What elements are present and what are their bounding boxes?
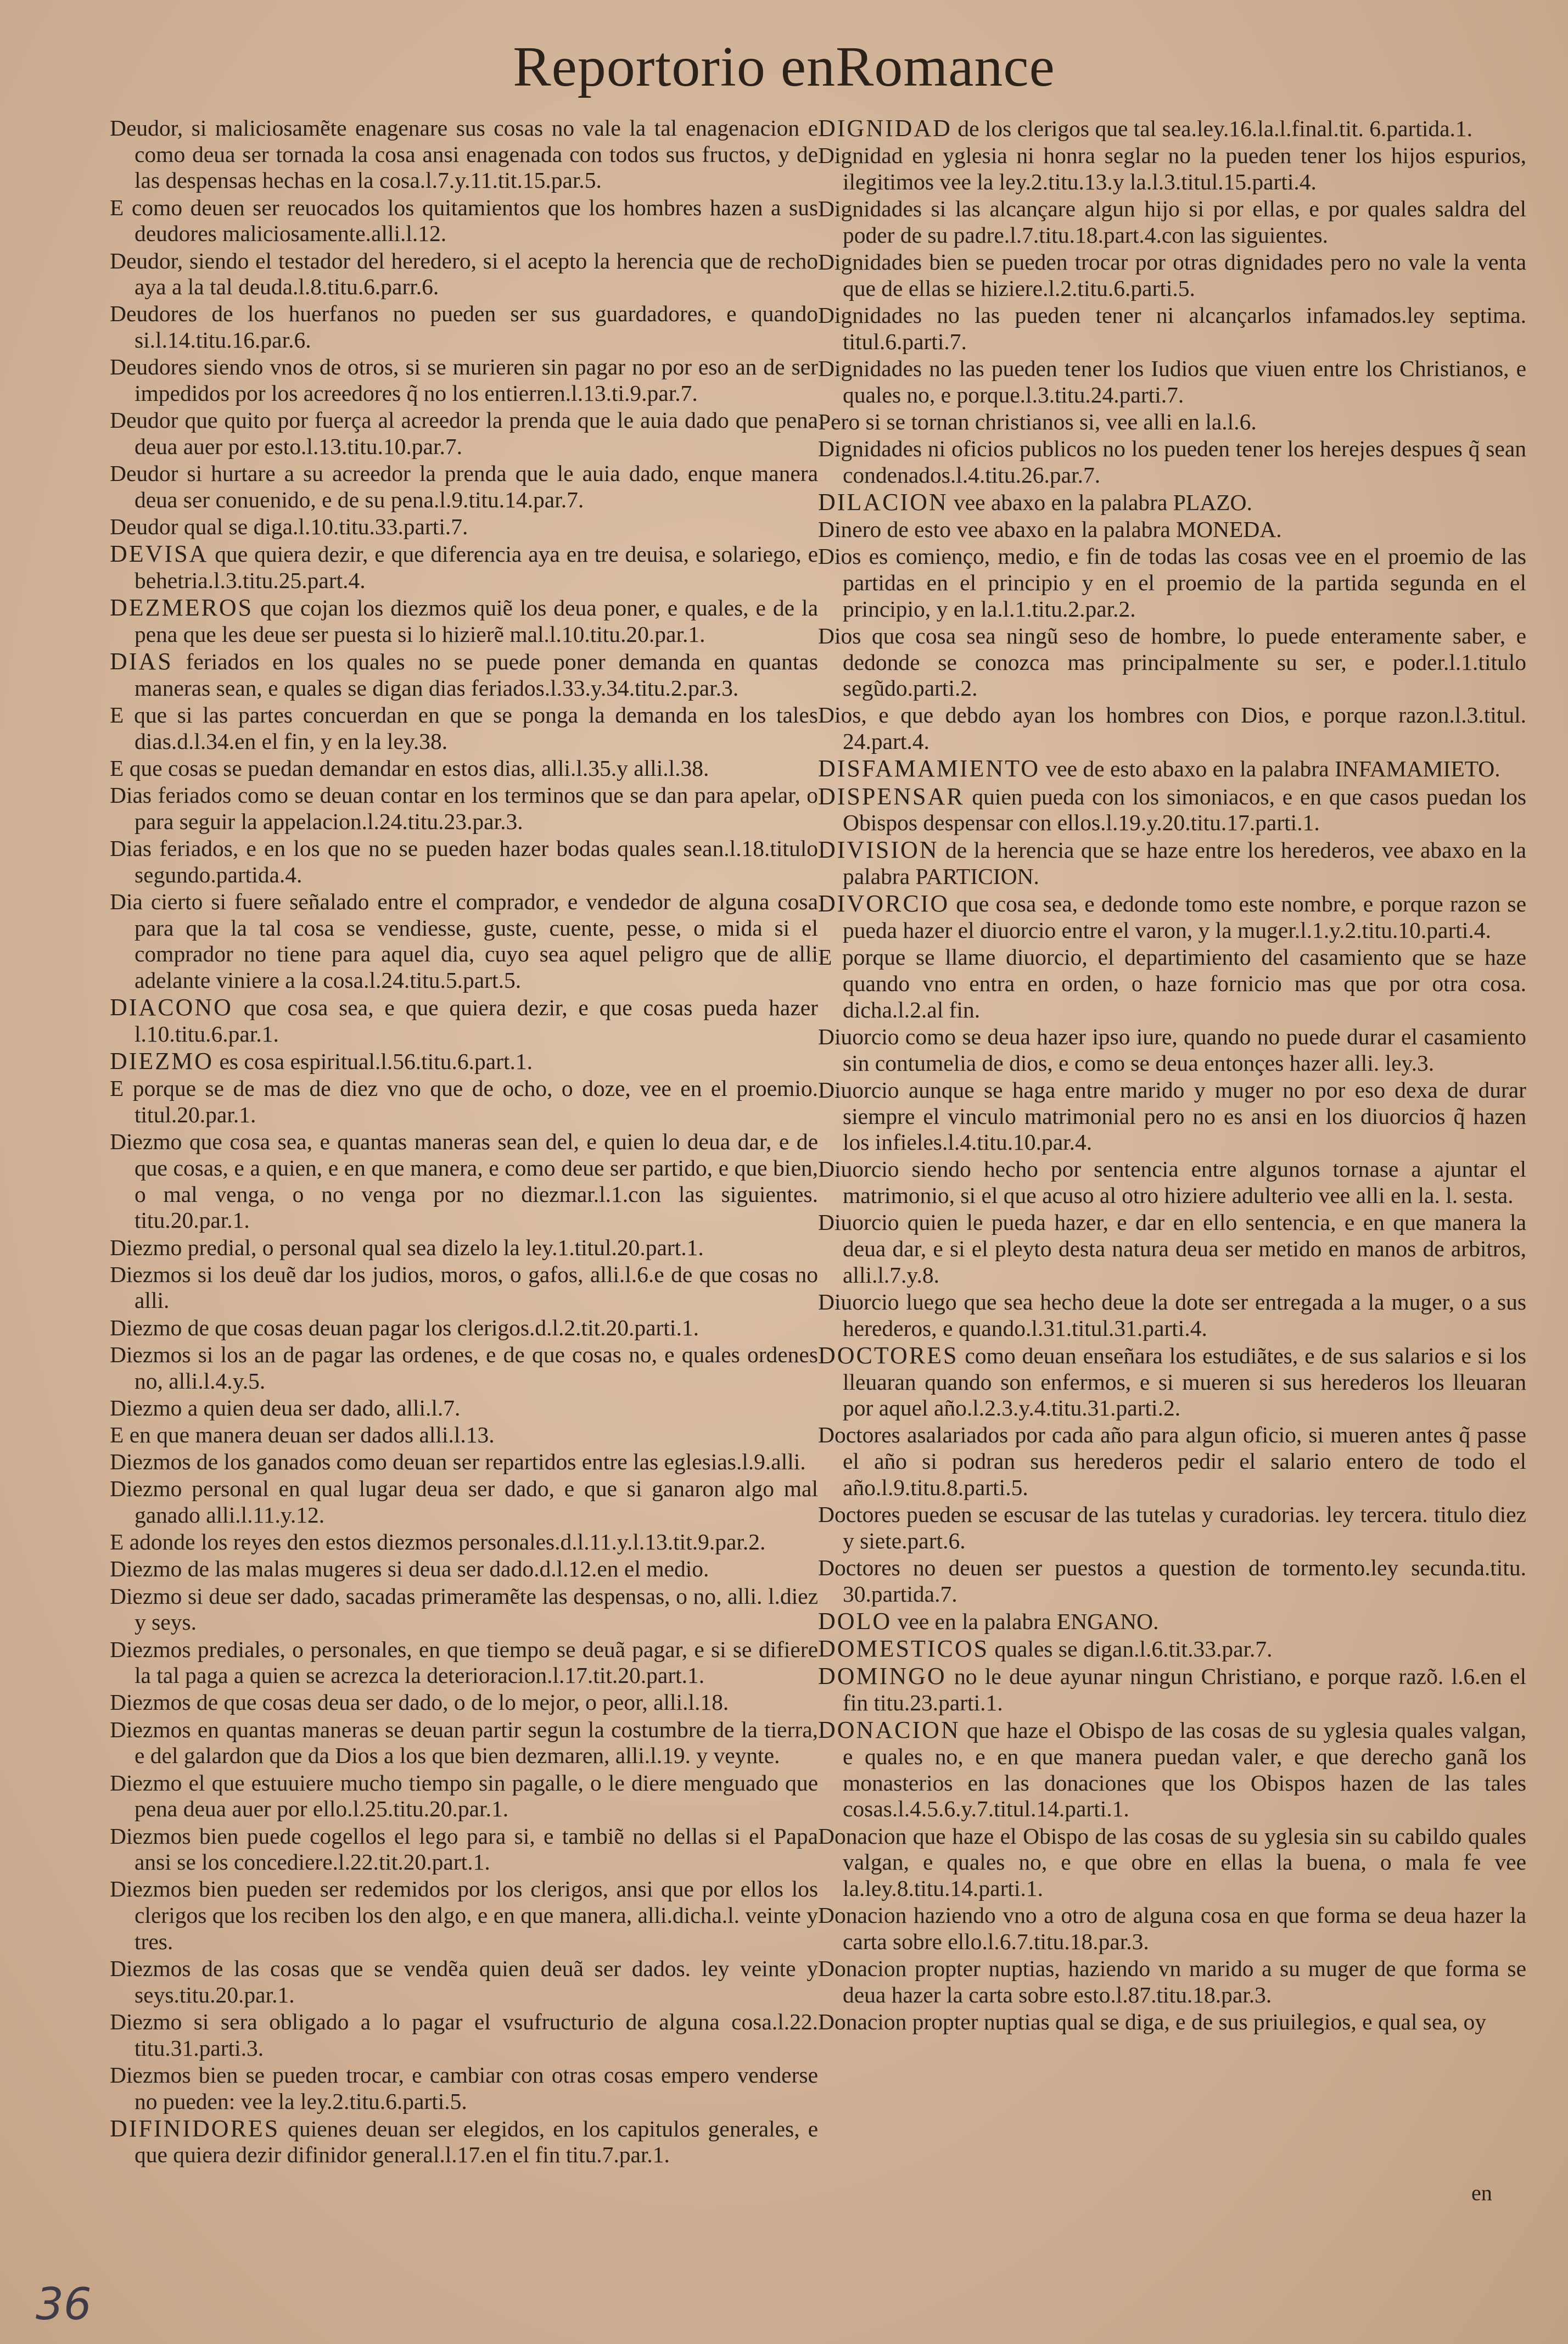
entry-text: Diuorcio como se deua hazer ipso iure, quando no puede durar el casamiento sin contumelia de dios, e como se deua entonçes hazer alli. ley.3. (818, 1023, 1526, 1076)
index-entry (818, 196, 1526, 248)
index-entry (818, 1636, 1526, 1663)
entry-text: E porque se de mas de diez vno que de ocho, o doze, vee en el proemio. titul.20.par.1. (110, 1076, 818, 1128)
entry-text: Deudor, si maliciosamẽte enagenare sus cosas no vale la tal enagenacion e como deua ser tornada la cosa ansi enagenada con todos sus fructos, y de las despensas hechas en la cosa.l.7.y.11.tit.15.par.5. (110, 115, 818, 193)
index-entry (818, 409, 1526, 435)
index-entry (818, 1077, 1526, 1156)
entry-text: Donacion propter nuptias, haziendo vn marido a su muger de que forma se deua hazer la carta sobre esto.l.87.titu.18.par.3. (818, 1956, 1526, 2007)
entry-text: que quiera dezir, e que diferencia aya en tre deuisa, e solariego, e behetria.l.3.titu.25.part.4. (135, 541, 818, 593)
entry-text: Diuorcio aunque se haga entre marido y muger no por eso dexa de durar siempre el vinculo matrimonial pero no es ansi en los diuorcios q̃ hazen los infieles.l.4.titu.10.par.4. (818, 1077, 1526, 1155)
index-entry (110, 541, 818, 594)
left-column (110, 115, 818, 2169)
entry-text: de los clerigos que tal sea.ley.16.la.l.final.tit. 6.partida.1. (951, 116, 1473, 141)
entry-text: Doctores pueden se escusar de las tutelas y curadorias. ley tercera. titulo diez y siete.part.6. (818, 1502, 1526, 1553)
index-entry (818, 623, 1526, 702)
entry-text: Dias feriados, e en los que no se pueden hazer bodas quales sean.l.18.titulo segundo.partida.4. (110, 835, 818, 887)
entry-text: Donacion propter nuptias qual se diga, e de sus priuilegios, e qual sea, oy (818, 2009, 1487, 2034)
entry-text: que cosa sea, e dedonde tomo este nombre, e porque razon se pueda hazer el diuorcio entre el varon, y la muger.l.1.y.2.titu.10.parti.4. (843, 891, 1526, 943)
entry-keyword: DOMESTICOS (818, 1635, 989, 1663)
index-entry (818, 944, 1526, 1023)
entry-text: Donacion haziendo vno a otro de alguna cosa en que forma se deua hazer la carta sobre ello.l.6.7.titu.18.par.3. (818, 1903, 1526, 1954)
entry-keyword: DIVISION (818, 836, 939, 864)
index-entry (110, 2116, 818, 2168)
index-entry (818, 356, 1526, 408)
page-title: Reportorio enRomance (513, 35, 1055, 98)
index-entry (110, 1770, 818, 1822)
entry-text: que haze el Obispo de las cosas de su yglesia quales valgan, e quales no, e en que manera puedan valer, e que derecho ganã los monasterios en las donaciones que los Obispos hazen de las tales cosas.l.4.5.6.y.7.titul.14.parti.1. (843, 1718, 1526, 1822)
entry-keyword: DIFINIDORES (110, 2114, 280, 2142)
entry-text: Dignidades si las alcançare algun hijo si por ellas, e por quales saldra del poder de su padre.l.7.titu.18.part.4.con las siguientes. (818, 196, 1526, 248)
entry-text: Dios, e que debdo ayan los hombres con Dios, e porque razon.l.3.titul. 24.part.4. (818, 702, 1526, 754)
entry-keyword: DONACION (818, 1716, 960, 1744)
index-entry (110, 756, 818, 782)
entry-text: Dignidad en yglesia ni honra seglar no la pueden tener los hijos espurios, ilegitimos vee la ley.2.titu.13.y la.l.3.titul.15.parti.4. (818, 143, 1526, 194)
entry-text: vee abaxo en la palabra PLAZO. (948, 489, 1252, 515)
entry-text: que cojan los diezmos quiẽ los deua poner, e quales, e de la pena que les deue ser puesta si lo hizierẽ mal.l.10.titu.20.par.1. (135, 595, 818, 647)
entry-text: Diezmo que cosa sea, e quantas maneras sean del, e quien lo deua dar, e de que cosas, e a quien, e en que manera, e como deue ser partido, e que bien, o mal venga, o no venga por no diezmar.l.1.con las siguientes. titu.20.par.1. (110, 1129, 818, 1233)
entry-text: Diezmos prediales, o personales, en que tiempo se deuã pagar, e si se difiere la tal paga a quien se acrezca la deterioracion.l.17.tit.20.part.1. (110, 1636, 818, 1688)
entry-text: quien pueda con los simoniacos, e en que casos puedan los Obispos despensar con ellos.l.19.y.20.titu.17.parti.1. (843, 784, 1526, 836)
index-entry (818, 756, 1526, 782)
entry-text: Dias feriados como se deuan contar en los terminos que se dan para apelar, o para seguir la appelacion.l.24.titu.23.par.3. (110, 782, 818, 834)
entry-keyword: DOCTORES (818, 1341, 959, 1369)
index-entry (818, 544, 1526, 622)
index-entry (110, 889, 818, 994)
index-entry (110, 1076, 818, 1128)
entry-text: Diuorcio luego que sea hecho deue la dote ser entregada a la muger, o a sus herederos, e quando.l.31.titul.31.parti.4. (818, 1289, 1526, 1341)
entry-text: Dios es comienço, medio, e fin de todas las cosas vee en el proemio de las partidas en el principio y en el proemio de la partida segunda en el principio, y en la.l.1.titu.2.par.2. (818, 544, 1526, 622)
entry-text: Diezmo si sera obligado a lo pagar el vsufructurio de alguna cosa.l.22. titu.31.parti.3. (110, 2009, 818, 2061)
index-entry (110, 648, 818, 701)
entry-keyword: DIVORCIO (818, 890, 950, 918)
index-entry (110, 1637, 818, 1689)
index-entry (110, 195, 818, 247)
entry-text: Diezmo de que cosas deuan pagar los clerigos.d.l.2.tit.20.parti.1. (110, 1314, 699, 1340)
entry-text: Deudor si hurtare a su acreedor la prenda que le auia dado, enque manera deua ser conuenido, e de su pena.l.9.titu.14.par.7. (110, 461, 818, 512)
entry-text: quienes deuan ser elegidos, en los capitulos generales, e que quiera dezir difinidor general.l.17.en el fin titu.7.par.1. (135, 2116, 818, 2168)
entry-text: Deudor que quito por fuerça al acreedor la prenda que le auia dado que pena deua auer por esto.l.13.titu.10.par.7. (110, 407, 818, 459)
index-entry (110, 1422, 818, 1448)
entry-keyword: DIAS (110, 648, 173, 675)
index-entry (818, 1024, 1526, 1076)
index-entry (110, 1876, 818, 1955)
index-entry (110, 782, 818, 835)
index-entry (818, 1289, 1526, 1341)
entry-text: Diezmos en quantas maneras se deuan partir segun la costumbre de la tierra, e del galardon que da Dios a los que bien dezmaren, alli.l.19. y veynte. (110, 1716, 818, 1769)
right-column (818, 115, 1526, 2036)
entry-text: Diezmos de las cosas que se vendẽa quien deuã ser dados. ley veinte y seys.titu.20.par.1. (110, 1956, 818, 2007)
entry-text: vee de esto abaxo en la palabra INFAMAMIETO. (1040, 756, 1500, 782)
index-entry (110, 836, 818, 888)
index-entry (110, 1956, 818, 2008)
entry-text: E que cosas se puedan demandar en estos dias, alli.l.35.y alli.l.38. (110, 755, 709, 781)
index-entry (110, 2062, 818, 2114)
index-entry (110, 2009, 818, 2061)
entry-text: Diezmo personal en qual lugar deua ser dado, e que si ganaron algo mal ganado alli.l.11.y.12. (110, 1476, 818, 1528)
entry-keyword: DOMINGO (818, 1663, 947, 1690)
entry-text: quales se digan.l.6.tit.33.par.7. (989, 1636, 1273, 1662)
entry-text: Dignidades no las pueden tener los Iudios que viuen entre los Christianos, e quales no, e porque.l.3.titu.24.parti.7. (818, 355, 1526, 407)
entry-keyword: DOLO (818, 1607, 892, 1635)
index-entry (110, 994, 818, 1047)
index-entry (818, 1956, 1526, 2008)
index-entry (818, 837, 1526, 890)
entry-text: Diezmos bien puede cogellos el lego para si, e tambiẽ no dellas si el Papa ansi se los concediere.l.22.tit.20.part.1. (110, 1823, 818, 1875)
index-entry (110, 1048, 818, 1075)
entry-keyword: DEZMEROS (110, 594, 254, 622)
entry-text: Diezmos bien pueden ser redemidos por los clerigos, ansi que por ellos los clerigos que los reciben los den algo, e en que manera, alli.dicha.l. veinte y tres. (110, 1876, 818, 1954)
entry-text: Donacion que haze el Obispo de las cosas de su yglesia sin su cabildo quales valgan, e quales no, e que obre en ellas la buena, o mala fe vee la.ley.8.titu.14.parti.1. (818, 1823, 1526, 1901)
index-entry (818, 436, 1526, 488)
entry-keyword: DIEZMO (110, 1048, 214, 1075)
entry-text: como deuan enseñara los estudiãtes, e de sus salarios e si los lleuaran quando son enfermos, e si mueren si sus herederos los lleuaran por aquel año.l.2.3.y.4.titu.31.parti.2. (843, 1342, 1526, 1421)
index-entry (818, 1342, 1526, 1422)
index-entry (110, 1262, 818, 1314)
entry-text: Dignidades no las pueden tener ni alcançarlos infamados.ley septima. titul.6.parti.7. (818, 302, 1526, 354)
entry-keyword: DISPENSAR (818, 782, 965, 810)
index-entry (818, 2009, 1526, 2035)
index-entry (110, 301, 818, 353)
entry-text: Dignidades bien se pueden trocar por otras dignidades pero no vale la venta que de ellas se hiziere.l.2.titu.6.parti.5. (818, 249, 1526, 301)
entry-text: Dinero de esto vee abaxo en la palabra MONEDA. (818, 517, 1282, 542)
index-entry (818, 891, 1526, 943)
entry-text: es cosa espiritual.l.56.titu.6.part.1. (214, 1049, 533, 1075)
folio-number: 36 (36, 2279, 92, 2330)
index-entry (110, 115, 818, 194)
entry-text: Diuorcio quien le pueda hazer, e dar en ello sentencia, e en que manera la deua dar, e si el pleyto desta natura deua ser metido en manos de arbitros, alli.l.7.y.8. (818, 1210, 1526, 1288)
entry-text: no le deue ayunar ningun Christiano, e porque razõ. l.6.en el fin titu.23.parti.1. (843, 1664, 1526, 1715)
index-entry (110, 1717, 818, 1769)
index-entry (818, 115, 1526, 142)
index-entry (110, 1395, 818, 1422)
index-entry (110, 1342, 818, 1394)
entry-keyword: DEVISA (110, 540, 209, 568)
catchword: en (1471, 2180, 1492, 2205)
index-entry (110, 354, 818, 406)
entry-text: Deudor qual se diga.l.10.titu.33.parti.7. (110, 514, 468, 540)
index-entry (818, 702, 1526, 754)
index-entry (110, 1556, 818, 1582)
index-entry (818, 1717, 1526, 1822)
index-entry (818, 143, 1526, 195)
index-entry (818, 784, 1526, 836)
index-entry (818, 489, 1526, 516)
entry-text: Doctores asalariados por cada año para algun oficio, si mueren antes q̃ passe el año si podran sus herederos pedir el salario entero de todo el año.l.9.titu.8.parti.5. (818, 1422, 1526, 1500)
entry-text: Dia cierto si fuere señalado entre el comprador, e vendedor de alguna cosa para que la tal cosa se vendiesse, guste, cuente, pesse, o mida si el comprador no tiene para aquel dia, cuyo sea aquel peligro que de alli adelante viniere a la cosa.l.24.titu.5.part.5. (110, 888, 818, 993)
index-entry (110, 461, 818, 513)
entry-text: E que si las partes concuerdan en que se ponga la demanda en los tales dias.d.l.34.en el fin, y en la ley.38. (110, 702, 818, 754)
entry-text: Diezmo el que estuuiere mucho tiempo sin pagalle, o le diere menguado que pena deua auer por ello.l.25.titu.20.par.1. (110, 1770, 818, 1822)
entry-text: vee en la palabra ENGANO. (892, 1608, 1159, 1634)
entry-text: Doctores no deuen ser puestos a question de tormento.ley secunda.titu. 30.partida.7. (818, 1554, 1526, 1607)
entry-text: Diezmos de los ganados como deuan ser repartidos entre las eglesias.l.9.alli. (110, 1449, 806, 1475)
entry-keyword: DIGNIDAD (818, 115, 952, 142)
index-entry (818, 1823, 1526, 1902)
entry-text: E en que manera deuan ser dados alli.l.13. (110, 1422, 495, 1447)
index-entry (110, 702, 818, 754)
index-entry (110, 1690, 818, 1716)
entry-text: Diuorcio siendo hecho por sentencia entre algunos tornase a ajuntar el matrimonio, si el que acuso al otro hiziere adulterio vee alli en la. l. sesta. (818, 1156, 1526, 1209)
index-entry (110, 1476, 818, 1528)
entry-text: E porque se llame diuorcio, el departimiento del casamiento que se haze quando vno entra en orden, o haze fornicio mas que por otra cosa. dicha.l.2.al fin. (818, 944, 1526, 1022)
index-entry (110, 248, 818, 300)
index-entry (110, 1449, 818, 1475)
index-entry (818, 1608, 1526, 1635)
index-entry (818, 517, 1526, 543)
entry-text: Diezmos si los deuẽ dar los judios, moros, o gafos, alli.l.6.e de que cosas no alli. (110, 1261, 818, 1313)
index-entry (818, 1663, 1526, 1716)
entry-keyword: DIACONO (110, 994, 233, 1021)
index-entry (110, 1584, 818, 1636)
entry-text: de la herencia que se haze entre los herederos, vee abaxo en la palabra PARTICION. (843, 837, 1526, 890)
entry-text: Dignidades ni oficios publicos no los pueden tener los herejes despues q̃ sean condenados.l.4.titu.26.par.7. (818, 435, 1526, 488)
index-entry (818, 1210, 1526, 1288)
entry-text: Pero si se tornan christianos si, vee alli en la.l.6. (818, 409, 1257, 434)
index-entry (110, 1315, 818, 1341)
entry-text: que cosa sea, e que quiera dezir, e que cosas pueda hazer l.10.titu.6.par.1. (135, 995, 818, 1047)
entry-text: Deudores siendo vnos de otros, si se murieren sin pagar no por eso an de ser impedidos por los acreedores q̃ no los entierren.l.13.ti.9.par.7. (110, 354, 818, 406)
entry-text: Diezmo predial, o personal qual sea dizelo la ley.1.titul.20.part.1. (110, 1234, 704, 1260)
entry-text: E como deuen ser reuocados los quitamientos que los hombres hazen a sus deudores maliciosamente.alli.l.12. (110, 194, 818, 247)
index-entry (818, 303, 1526, 355)
entry-text: Diezmo a quien deua ser dado, alli.l.7. (110, 1395, 461, 1420)
index-entry (110, 1235, 818, 1261)
entry-text: feriados en los quales no se puede poner demanda en quantas maneras sean, e quales se digan dias feriados.l.33.y.34.titu.2.par.3. (135, 649, 818, 701)
entry-keyword: DISFAMAMIENTO (818, 755, 1040, 782)
index-entry (818, 1502, 1526, 1554)
index-entry (110, 407, 818, 460)
entry-text: Diezmo si deue ser dado, sacadas primeramẽte las despensas, o no, alli. l.diez y seys. (110, 1583, 818, 1635)
index-entry (818, 1903, 1526, 1955)
entry-text: Diezmo de las malas mugeres si deua ser dado.d.l.12.en el medio. (110, 1556, 709, 1582)
index-entry (110, 1823, 818, 1876)
index-entry (110, 514, 818, 540)
entry-text: Deudores de los huerfanos no pueden ser sus guardadores, e quando si.l.14.titu.16.par.6. (110, 301, 818, 353)
entry-keyword: DILACION (818, 488, 948, 516)
index-entry (818, 1156, 1526, 1209)
entry-text: Diezmos bien se pueden trocar, e cambiar con otras cosas empero venderse no pueden: vee la ley.2.titu.6.parti.5. (110, 2062, 818, 2114)
index-entry (110, 1129, 818, 1234)
entry-text: Deudor, siendo el testador del heredero, si el acepto la herencia que de recho aya a la tal deuda.l.8.titu.6.parr.6. (110, 248, 818, 300)
index-entry (818, 249, 1526, 301)
entry-text: Diezmos de que cosas deua ser dado, o de lo mejor, o peor, alli.l.18. (110, 1690, 729, 1715)
index-entry (818, 1422, 1526, 1501)
index-entry (818, 1555, 1526, 1607)
index-entry (110, 1529, 818, 1556)
entry-text: E adonde los reyes den estos diezmos personales.d.l.11.y.l.13.tit.9.par.2. (110, 1529, 766, 1555)
index-entry (110, 595, 818, 647)
entry-text: Dios que cosa sea ningũ seso de hombre, lo puede enteramente saber, e dedonde se conozca mas principalmente su ser, e poder.l.1.titulo segũdo.parti.2. (818, 623, 1526, 701)
entry-text: Diezmos si los an de pagar las ordenes, e de que cosas no, e quales ordenes no, alli.l.4.y.5. (110, 1341, 818, 1394)
